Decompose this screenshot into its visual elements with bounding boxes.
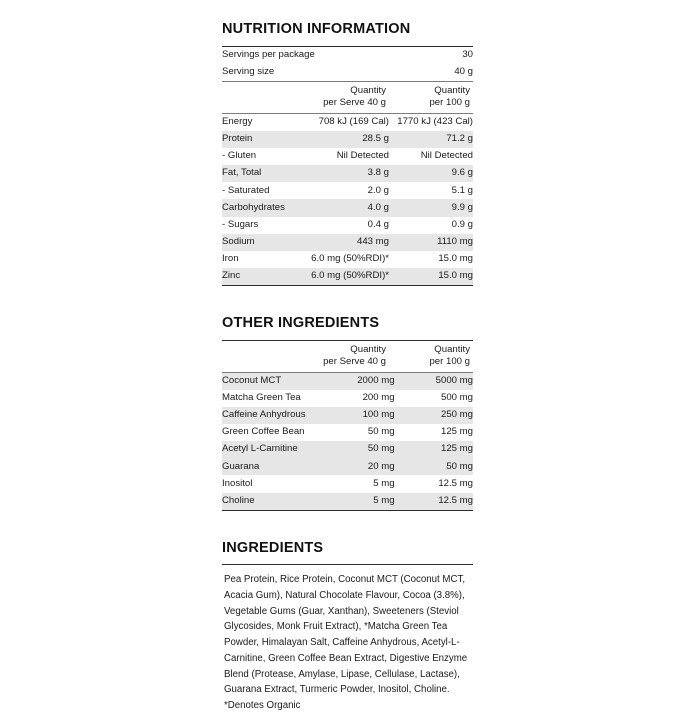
table-row [222, 114, 473, 131]
table-row [222, 217, 473, 234]
row-value-per-serve: 0.4 g [367, 218, 389, 230]
header-per-100g-line1: Quantity [434, 343, 470, 355]
table-row [222, 182, 473, 199]
top-spacer [222, 0, 473, 22]
row-value-per-serve: 708 kJ (169 Cal) [318, 116, 389, 128]
row-value-per-100g: Nil Detected [420, 150, 473, 162]
row-value-per-100g: 1770 kJ (423 Cal) [397, 116, 473, 128]
row-value-per-100g: 0.9 g [451, 218, 473, 230]
table-row [222, 251, 473, 268]
row-value-per-100g: 500 mg [441, 392, 473, 404]
row-label: Choline [222, 493, 306, 510]
header-per-serve-line1: Quantity [350, 343, 386, 355]
header-per-100g-line2: per 100 g [429, 97, 470, 109]
table-row [222, 148, 473, 165]
row-value-per-100g: 15.0 mg [389, 268, 473, 285]
table-row [222, 458, 473, 475]
table-row [222, 199, 473, 216]
header-per-100g [386, 341, 473, 372]
row-value-per-serve: 5 mg [306, 493, 395, 510]
row-value-per-100g: 125 mg [441, 426, 473, 438]
table-row [222, 390, 473, 407]
row-value-per-serve: Nil Detected [336, 150, 389, 162]
nutrition-information-heading: NUTRITION INFORMATION [222, 21, 411, 37]
section-gap-2 [222, 511, 473, 541]
row-value-per-100g: 50 mg [395, 458, 473, 475]
row-value-per-serve: 50 mg [367, 426, 395, 438]
row-label: Green Coffee Bean [222, 426, 305, 438]
table-row [222, 441, 473, 458]
table-row [222, 234, 473, 251]
serving-size-value: 40 g [454, 65, 473, 77]
table-row [222, 407, 473, 424]
row-label: Carbohydrates [222, 199, 293, 216]
row-value-per-serve: 28.5 g [293, 131, 389, 148]
column-header-row [222, 82, 473, 113]
row-value-per-100g: 9.6 g [389, 165, 473, 182]
column-header-row [222, 341, 473, 372]
other-ingredients-heading: OTHER INGREDIENTS [222, 315, 380, 332]
row-label: Protein [222, 131, 293, 148]
nutrition-information-section [222, 22, 473, 286]
heading-gap [222, 555, 473, 564]
row-label: - Gluten [222, 150, 257, 162]
nutrition-label-panel [222, 0, 473, 714]
header-blank-cell [222, 82, 290, 113]
table-row [222, 424, 473, 441]
table-row [222, 268, 473, 285]
row-value-per-100g: 1110 mg [389, 234, 473, 251]
row-label: Caffeine Anhydrous [222, 407, 306, 424]
table-row [222, 64, 473, 81]
row-label: Energy [222, 116, 253, 128]
row-value-per-serve: 4.0 g [293, 199, 389, 216]
row-value-per-100g: 12.5 mg [438, 477, 473, 489]
other-ingredients-section [222, 316, 473, 511]
nutrition-summary-table [222, 47, 473, 81]
row-value-per-serve: 2000 mg [306, 373, 395, 390]
row-label: Fat, Total [222, 165, 293, 182]
ingredients-text: Pea Protein, Rice Protein, Coconut MCT (Coconut MCT, Acacia Gum), Natural Chocolate Flavour, Cocoa (3.8%), Vegetable Gums (Guar, Xanthan), Sweeteners (Steviol Glycosides, Monk Fruit Extract), *Matcha Green Tea Powder, Himalayan Salt, Caffeine Anhydrous, Acetyl-L-Carnitine, Green Coffee Bean Extract, Digestive Enzyme Blend (Protease, Amylase, Lipase, Cellulase, Lactase), Guarana Extract, Turmeric Powder, Inositol, Choline. *Denotes Organic [224, 574, 468, 711]
header-per-100g [386, 82, 473, 113]
row-label: Matcha Green Tea [222, 392, 301, 404]
nutrition-data-table [222, 114, 473, 285]
row-value-per-100g: 5000 mg [395, 373, 473, 390]
row-label: Zinc [222, 268, 293, 285]
row-value-per-100g: 250 mg [395, 407, 473, 424]
row-value-per-serve: 6.0 mg (50%RDI)* [311, 253, 389, 265]
header-per-serve-line2: per Serve 40 g [323, 356, 386, 368]
row-label: - Sugars [222, 218, 259, 230]
row-value-per-serve: 443 mg [293, 234, 389, 251]
header-blank-cell [222, 341, 290, 372]
servings-per-package-label: Servings per package [222, 48, 315, 60]
row-value-per-100g: 71.2 g [389, 131, 473, 148]
table-row [222, 131, 473, 148]
serving-size-label: Serving size [222, 65, 275, 77]
table-row [222, 493, 473, 510]
table-row [222, 475, 473, 492]
row-label: Sodium [222, 234, 293, 251]
nutrition-column-headers [222, 82, 473, 113]
row-label: Coconut MCT [222, 373, 306, 390]
row-label: Guarana [222, 458, 306, 475]
header-per-serve-line1: Quantity [350, 84, 386, 96]
row-value-per-serve: 100 mg [306, 407, 395, 424]
table-row [222, 47, 473, 64]
header-per-100g-line1: Quantity [434, 84, 470, 96]
row-value-per-100g: 9.9 g [389, 199, 473, 216]
row-label: - Saturated [222, 184, 270, 196]
heading-gap [222, 331, 473, 340]
other-ingredients-column-headers [222, 341, 473, 372]
other-ingredients-data-table [222, 373, 473, 510]
row-value-per-serve: 3.8 g [293, 165, 389, 182]
row-value-per-100g: 5.1 g [451, 184, 473, 196]
row-value-per-100g: 15.0 mg [438, 253, 473, 265]
ingredients-heading: INGREDIENTS [222, 539, 324, 556]
table-row [222, 165, 473, 182]
row-value-per-serve: 2.0 g [367, 184, 389, 196]
header-per-serve [290, 341, 386, 372]
header-per-100g-line2: per 100 g [429, 356, 470, 368]
row-value-per-serve: 5 mg [373, 477, 395, 489]
row-value-per-serve: 6.0 mg (50%RDI)* [293, 268, 389, 285]
row-value-per-serve: 20 mg [306, 458, 395, 475]
row-label: Acetyl L-Carnitine [222, 441, 306, 458]
header-per-serve [290, 82, 386, 113]
section-gap-1 [222, 286, 473, 316]
row-value-per-100g: 12.5 mg [395, 493, 473, 510]
heading-gap [222, 37, 473, 46]
servings-per-package-value: 30 [462, 48, 473, 60]
row-label: Inositol [222, 477, 253, 489]
row-value-per-serve: 200 mg [362, 392, 395, 404]
row-label: Iron [222, 253, 239, 265]
row-value-per-serve: 50 mg [306, 441, 395, 458]
table-row [222, 373, 473, 390]
header-per-serve-line2: per Serve 40 g [323, 97, 386, 109]
row-value-per-100g: 125 mg [395, 441, 473, 458]
ingredients-section [222, 541, 473, 714]
